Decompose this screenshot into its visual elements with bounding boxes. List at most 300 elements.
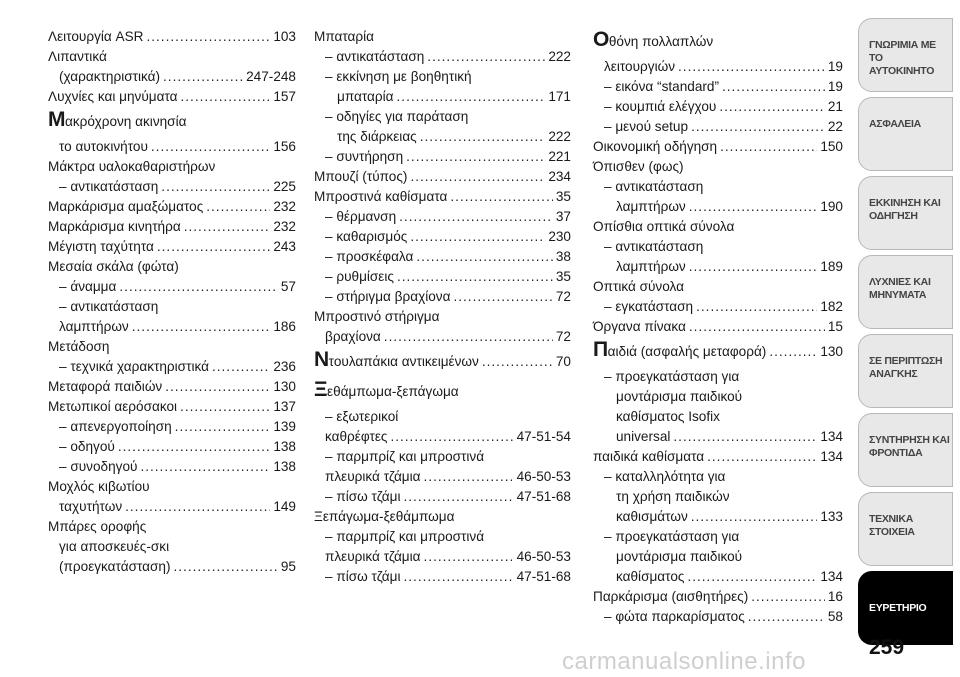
index-entry-text: – κουμπιά ελέγχου bbox=[604, 99, 717, 114]
index-entry-term bbox=[325, 67, 472, 87]
index-page-ref: 22 bbox=[827, 119, 843, 134]
index-entry bbox=[48, 497, 296, 517]
chapter-tab[interactable] bbox=[858, 492, 953, 566]
index-entry-text: – καθαρισμός bbox=[325, 229, 408, 244]
index-page-ref: 150 bbox=[820, 139, 843, 154]
index-page-ref: 19 bbox=[827, 59, 843, 74]
index-entry-text: πλευρικά τζάμια bbox=[325, 469, 421, 484]
index-entry-term bbox=[604, 177, 703, 197]
index-page-ref: 130 bbox=[273, 379, 296, 394]
index-page-ref: 247-248 bbox=[246, 69, 296, 84]
index-entry-text: universal bbox=[616, 429, 671, 444]
dot-leader bbox=[410, 167, 545, 187]
index-entry bbox=[593, 217, 843, 237]
index-entry-term bbox=[59, 497, 122, 517]
index-entry-text: Μαρκάρισμα αμαξώματος bbox=[48, 199, 204, 214]
index-entry bbox=[48, 317, 296, 337]
chapter-tab-label: ΟΔΗΓΗΣΗ bbox=[869, 210, 918, 222]
index-entry-term bbox=[325, 47, 424, 67]
index-entry-term bbox=[48, 517, 146, 537]
index-entry-text: Μπροστινά καθίσματα bbox=[314, 189, 448, 204]
index-entry bbox=[314, 427, 571, 447]
index-entry-text: μοντάρισμα παιδικού bbox=[616, 549, 743, 564]
index-page-ref: 57 bbox=[280, 279, 296, 294]
index-entry-text: Λειτουργία ASR bbox=[48, 29, 144, 44]
index-entry-term bbox=[59, 297, 158, 317]
index-entry-text: – τεχνικά χαρακτηριστικά bbox=[59, 359, 209, 374]
dot-leader bbox=[384, 327, 553, 347]
dot-leader bbox=[161, 177, 270, 197]
index-entry bbox=[314, 47, 571, 67]
index-entry-term bbox=[314, 377, 459, 407]
index-page-ref: 171 bbox=[548, 89, 571, 104]
index-entry bbox=[48, 377, 296, 397]
index-entry bbox=[314, 127, 571, 147]
dot-leader bbox=[140, 457, 270, 477]
index-letter-initial: Ν bbox=[314, 348, 329, 371]
index-entry-text: Όπισθεν (φως) bbox=[593, 159, 684, 174]
index-entry-term bbox=[616, 387, 742, 407]
index-entry-text: – προεγκατάσταση για bbox=[604, 369, 740, 384]
index-entry-text: λαμπτήρων bbox=[59, 319, 129, 334]
index-entry-text: της διάρκειας bbox=[337, 129, 417, 144]
index-page-ref: 189 bbox=[820, 259, 843, 274]
index-entry-term bbox=[314, 307, 439, 327]
index-entry bbox=[48, 277, 296, 297]
index-page-ref: 137 bbox=[273, 399, 296, 414]
index-page-ref: 186 bbox=[273, 319, 296, 334]
dot-leader bbox=[132, 317, 271, 337]
index-entry-text: Παρκάρισμα (αισθητήρες) bbox=[593, 589, 749, 604]
index-entry-term bbox=[593, 217, 734, 237]
index-entry bbox=[593, 387, 843, 407]
index-entry-term bbox=[604, 297, 693, 317]
index-entry-text: – πίσω τζάμι bbox=[325, 569, 401, 584]
index-entry-term bbox=[48, 337, 110, 357]
index-entry bbox=[48, 537, 296, 557]
index-page-ref: 133 bbox=[820, 509, 843, 524]
index-entry bbox=[593, 317, 843, 337]
index-entry bbox=[593, 607, 843, 627]
index-entry-term bbox=[616, 407, 720, 427]
index-entry-term bbox=[604, 57, 675, 77]
index-entry-text: – πίσω τζάμι bbox=[325, 489, 401, 504]
index-entry-term bbox=[337, 127, 417, 147]
index-page-ref: 15 bbox=[827, 319, 843, 334]
dot-leader bbox=[678, 57, 825, 77]
index-entry bbox=[314, 207, 571, 227]
index-entry-text: για αποσκευές-σκι bbox=[59, 539, 170, 554]
index-entry-text: λειτουργιών bbox=[604, 59, 676, 74]
index-entry-term bbox=[59, 537, 169, 557]
index-entry bbox=[314, 227, 571, 247]
index-entry bbox=[314, 247, 571, 267]
chapter-tab[interactable] bbox=[858, 413, 953, 487]
index-entry-text: τουλαπάκια αντικειμένων bbox=[328, 354, 479, 369]
chapter-tab-label: ΑΝΑΓΚΗΣ bbox=[869, 368, 918, 380]
index-page-ref: 138 bbox=[273, 439, 296, 454]
index-entry-term bbox=[325, 487, 401, 507]
index-entry-text: – εικόνα “standard” bbox=[604, 79, 719, 94]
index-entry-text: Λιπαντικά bbox=[48, 49, 107, 64]
index-page-ref: 47-51-54 bbox=[516, 429, 571, 444]
chapter-tab-label: ΣΕ ΠΕΡΙΠΤΩΣΗ bbox=[869, 355, 943, 367]
index-entry-text: – φώτα παρκαρίσματος bbox=[604, 609, 745, 624]
index-entry bbox=[314, 527, 571, 547]
index-entry-text: Μεσαία σκάλα (φώτα) bbox=[48, 259, 179, 274]
dot-leader bbox=[751, 587, 825, 607]
index-page-ref: 232 bbox=[273, 219, 296, 234]
index-column-3 bbox=[593, 27, 843, 627]
index-page-ref: 157 bbox=[273, 89, 296, 104]
index-entry bbox=[593, 277, 843, 297]
index-entry-term bbox=[593, 337, 766, 367]
index-entry-term bbox=[593, 587, 748, 607]
chapter-tab[interactable] bbox=[858, 18, 953, 92]
dot-leader bbox=[691, 507, 818, 527]
index-entry-text: (χαρακτηριστικά) bbox=[59, 69, 161, 84]
index-entry bbox=[48, 397, 296, 417]
index-entry bbox=[314, 507, 571, 527]
dot-leader bbox=[707, 447, 817, 467]
index-entry-term bbox=[604, 367, 739, 387]
index-page-ref: 47-51-68 bbox=[516, 489, 571, 504]
index-entry-term bbox=[337, 87, 394, 107]
index-entry-text: βραχίονα bbox=[325, 329, 381, 344]
index-entry bbox=[593, 547, 843, 567]
index-entry-term bbox=[59, 457, 137, 477]
index-page-ref: 230 bbox=[548, 229, 571, 244]
index-entry-text: Μέγιστη ταχύτητα bbox=[48, 239, 154, 254]
index-entry-text: Μεταφορά παιδιών bbox=[48, 379, 163, 394]
index-entry bbox=[593, 57, 843, 77]
index-entry-text: – οδηγίες για παράταση bbox=[325, 109, 469, 124]
index-entry-term bbox=[59, 417, 172, 437]
index-entry-text: πλευρικά τζάμια bbox=[325, 549, 421, 564]
dot-leader bbox=[119, 277, 277, 297]
index-page-ref: 35 bbox=[555, 269, 571, 284]
index-entry-term bbox=[314, 167, 407, 187]
dot-leader bbox=[181, 87, 271, 107]
index-page-ref: 139 bbox=[273, 419, 296, 434]
index-entry bbox=[48, 437, 296, 457]
index-entry bbox=[314, 467, 571, 487]
index-page-ref: 225 bbox=[273, 179, 296, 194]
index-entry bbox=[314, 287, 571, 307]
index-entry-term bbox=[59, 137, 148, 157]
index-entry-text: Οπτικά σύνολα bbox=[593, 279, 684, 294]
index-entry-text: – παρμπρίζ και μπροστινά bbox=[325, 529, 485, 544]
index-entry bbox=[314, 327, 571, 347]
index-entry-text: εθάμπωμα-ξεπάγωμα bbox=[327, 384, 459, 399]
index-entry-term bbox=[616, 507, 688, 527]
index-page-ref: 58 bbox=[827, 609, 843, 624]
dot-leader bbox=[125, 497, 270, 517]
index-entry-term bbox=[325, 107, 468, 127]
index-entry bbox=[48, 297, 296, 317]
index-entry bbox=[593, 407, 843, 427]
index-entry-text: – προσκέφαλα bbox=[325, 249, 414, 264]
index-entry-text: – εκκίνηση με βοηθητική bbox=[325, 69, 472, 84]
index-entry bbox=[593, 27, 843, 57]
index-entry bbox=[593, 157, 843, 177]
index-entry-term bbox=[325, 447, 484, 467]
index-entry bbox=[314, 107, 571, 127]
index-entry-term bbox=[604, 527, 739, 547]
chapter-tab-label: ΑΣΦΑΛΕΙΑ bbox=[869, 118, 921, 130]
dot-leader bbox=[482, 347, 553, 377]
dot-leader bbox=[175, 417, 271, 437]
dot-leader bbox=[420, 127, 546, 147]
index-page-ref: 134 bbox=[820, 429, 843, 444]
index-entry-term bbox=[48, 87, 178, 107]
index-entry-term bbox=[48, 397, 177, 417]
index-entry-term bbox=[48, 27, 143, 47]
index-entry bbox=[314, 347, 571, 377]
index-entry-text: Μοχλός κιβωτίου bbox=[48, 479, 150, 494]
index-entry-term bbox=[48, 237, 154, 257]
index-entry bbox=[48, 107, 296, 137]
index-entry bbox=[314, 407, 571, 427]
index-page-ref: 19 bbox=[827, 79, 843, 94]
dot-leader bbox=[397, 267, 553, 287]
index-page-ref: 134 bbox=[820, 449, 843, 464]
index-entry bbox=[314, 487, 571, 507]
index-entry-term bbox=[604, 607, 745, 627]
index-entry-text: Μπουζί (τύπος) bbox=[314, 169, 408, 184]
index-entry-term bbox=[325, 247, 413, 267]
index-entry bbox=[48, 197, 296, 217]
dot-leader bbox=[206, 197, 270, 217]
index-entry bbox=[593, 467, 843, 487]
dot-leader bbox=[410, 227, 545, 247]
index-entry-text: – συνοδηγού bbox=[59, 459, 138, 474]
index-entry-term bbox=[325, 227, 407, 247]
index-entry-term bbox=[325, 427, 387, 447]
index-entry bbox=[48, 157, 296, 177]
index-entry-term bbox=[604, 467, 725, 487]
index-page-ref: 37 bbox=[555, 209, 571, 224]
dot-leader bbox=[212, 357, 270, 377]
dot-leader bbox=[424, 467, 514, 487]
index-entry-term bbox=[314, 347, 479, 377]
dot-leader bbox=[689, 197, 818, 217]
dot-leader bbox=[165, 377, 270, 397]
index-entry-text: Όργανα πίνακα bbox=[593, 319, 686, 334]
index-letter-initial: Ξ bbox=[314, 378, 328, 401]
dot-leader bbox=[404, 487, 514, 507]
index-entry-term bbox=[48, 197, 203, 217]
chapter-tab-label: ΓΝΩΡΙΜΙΑ ΜΕ ΤΟ bbox=[869, 39, 936, 64]
index-entry-text: – συντήρηση bbox=[325, 149, 404, 164]
index-entry-text: Μάκτρα υαλοκαθαριστήρων bbox=[48, 159, 216, 174]
dot-leader bbox=[689, 257, 818, 277]
index-entry bbox=[48, 47, 296, 67]
index-entry-term bbox=[325, 147, 403, 167]
index-page-ref: 222 bbox=[548, 129, 571, 144]
index-entry-text: Μπροστινό στήριγμα bbox=[314, 309, 440, 324]
index-page-ref: 243 bbox=[273, 239, 296, 254]
index-entry-text: – μενού setup bbox=[604, 119, 689, 134]
dot-leader bbox=[180, 397, 270, 417]
index-entry bbox=[48, 417, 296, 437]
index-page-ref: 103 bbox=[273, 29, 296, 44]
index-entry-term bbox=[604, 77, 719, 97]
index-entry-term bbox=[593, 317, 686, 337]
index-entry bbox=[593, 447, 843, 467]
index-entry-term bbox=[59, 177, 158, 197]
index-entry-text: – παρμπρίζ και μπροστινά bbox=[325, 449, 485, 464]
chapter-tab[interactable] bbox=[858, 255, 953, 329]
index-entry bbox=[48, 87, 296, 107]
index-entry-term bbox=[48, 377, 162, 397]
index-entry bbox=[314, 377, 571, 407]
dot-leader bbox=[691, 117, 825, 137]
index-entry-term bbox=[48, 107, 186, 137]
dot-leader bbox=[118, 437, 270, 457]
dot-leader bbox=[424, 547, 514, 567]
index-entry-term bbox=[59, 67, 160, 87]
chapter-tab-label: ΛΥΧΝΙΕΣ ΚΑΙ bbox=[869, 276, 931, 288]
index-entry-term bbox=[59, 557, 171, 577]
index-entry bbox=[593, 197, 843, 217]
index-letter-initial: Μ bbox=[48, 108, 65, 131]
index-entry-term bbox=[48, 217, 181, 237]
index-entry-term bbox=[314, 507, 454, 527]
chapter-tab[interactable] bbox=[858, 334, 953, 408]
page-number: 259 bbox=[869, 636, 905, 659]
chapter-tab[interactable] bbox=[858, 97, 953, 171]
index-entry bbox=[314, 147, 571, 167]
dot-leader bbox=[696, 297, 817, 317]
index-entry bbox=[593, 337, 843, 367]
index-entry bbox=[593, 257, 843, 277]
index-entry bbox=[593, 367, 843, 387]
dot-leader bbox=[689, 317, 825, 337]
chapter-tab-label: ΦΡΟΝΤΙΔΑ bbox=[869, 447, 923, 459]
index-letter-initial: Π bbox=[593, 338, 608, 361]
index-page-ref: 46-50-53 bbox=[516, 469, 571, 484]
index-entry-term bbox=[59, 357, 209, 377]
index-page-ref: 130 bbox=[820, 344, 843, 359]
index-entry-term bbox=[604, 97, 716, 117]
index-entry-text: τη χρήση παιδικών bbox=[616, 489, 730, 504]
index-entry-term bbox=[325, 327, 381, 347]
index-entry-text: καθρέφτες bbox=[325, 429, 388, 444]
index-entry bbox=[314, 27, 571, 47]
index-entry bbox=[593, 117, 843, 137]
index-entry-text: – αντικατάσταση bbox=[59, 179, 159, 194]
index-entry-text: – αντικατάσταση bbox=[604, 239, 704, 254]
index-entry bbox=[314, 307, 571, 327]
dot-leader bbox=[720, 137, 817, 157]
index-page-ref: 95 bbox=[280, 559, 296, 574]
index-entry bbox=[314, 447, 571, 467]
index-entry bbox=[593, 427, 843, 447]
index-entry-term bbox=[48, 477, 150, 497]
index-page-ref: 138 bbox=[273, 459, 296, 474]
index-entry-term bbox=[314, 27, 374, 47]
index-entry-text: Λυχνίες και μηνύματα bbox=[48, 89, 178, 104]
index-entry-term bbox=[593, 157, 684, 177]
index-entry bbox=[593, 297, 843, 317]
index-page-ref: 232 bbox=[273, 199, 296, 214]
index-entry bbox=[593, 527, 843, 547]
index-entry-text: – αντικατάσταση bbox=[59, 299, 159, 314]
dot-leader bbox=[163, 67, 243, 87]
index-entry-text: – εξωτερικοί bbox=[325, 409, 399, 424]
index-entry-text: καθισμάτων bbox=[616, 509, 688, 524]
index-entry-text: – απενεργοποίηση bbox=[59, 419, 172, 434]
index-entry-text: – ρυθμίσεις bbox=[325, 269, 394, 284]
index-entry-term bbox=[604, 237, 703, 257]
index-entry bbox=[48, 517, 296, 537]
index-entry-text: λαμπτήρων bbox=[616, 199, 686, 214]
index-entry-term bbox=[616, 257, 686, 277]
index-entry-text: Οπίσθια οπτικά σύνολα bbox=[593, 219, 735, 234]
index-entry bbox=[314, 267, 571, 287]
index-entry-term bbox=[48, 257, 179, 277]
index-entry-term bbox=[593, 27, 713, 57]
index-entry bbox=[593, 237, 843, 257]
dot-leader bbox=[399, 207, 553, 227]
index-page-ref: 46-50-53 bbox=[516, 549, 571, 564]
index-entry bbox=[314, 167, 571, 187]
index-entry-text: Μπάρες οροφής bbox=[48, 519, 147, 534]
index-page-ref: 35 bbox=[555, 189, 571, 204]
chapter-tab-label: ΕΚΚΙΝΗΣΗ ΚΑΙ bbox=[869, 197, 941, 209]
index-entry bbox=[593, 97, 843, 117]
index-entry-term bbox=[325, 287, 450, 307]
dot-leader bbox=[450, 187, 552, 207]
index-page-ref: 134 bbox=[820, 569, 843, 584]
dot-leader bbox=[151, 137, 270, 157]
index-entry bbox=[593, 487, 843, 507]
index-entry-term bbox=[314, 187, 447, 207]
index-entry-term bbox=[48, 47, 107, 67]
index-entry-term bbox=[616, 567, 684, 587]
dot-leader bbox=[453, 287, 552, 307]
watermark-text: carmanualsonline.info bbox=[562, 648, 806, 675]
index-entry-text: Μετωπικοί αερόσακοι bbox=[48, 399, 178, 414]
index-entry-term bbox=[325, 207, 396, 227]
index-page-ref: 182 bbox=[820, 299, 843, 314]
dot-leader bbox=[406, 147, 545, 167]
index-page-ref: 221 bbox=[548, 149, 571, 164]
index-entry bbox=[314, 67, 571, 87]
dot-leader bbox=[404, 567, 514, 587]
index-entry-text: καθίσματος bbox=[616, 569, 685, 584]
chapter-tab[interactable] bbox=[858, 571, 953, 645]
index-page-ref: 190 bbox=[820, 199, 843, 214]
index-entry-term bbox=[616, 487, 730, 507]
chapter-tab[interactable] bbox=[858, 176, 953, 250]
index-page-ref: 38 bbox=[555, 249, 571, 264]
index-entry-text: – οδηγού bbox=[59, 439, 115, 454]
index-entry bbox=[48, 257, 296, 277]
index-entry bbox=[48, 137, 296, 157]
index-page-ref: 234 bbox=[548, 169, 571, 184]
index-page-ref: 72 bbox=[555, 289, 571, 304]
index-entry-term bbox=[593, 277, 684, 297]
index-entry bbox=[48, 237, 296, 257]
index-entry bbox=[48, 177, 296, 197]
index-entry-text: μοντάρισμα παιδικού bbox=[616, 389, 743, 404]
dot-leader bbox=[719, 97, 825, 117]
index-entry-term bbox=[325, 267, 394, 287]
index-entry bbox=[593, 507, 843, 527]
index-entry-text: Μαρκάρισμα κινητήρα bbox=[48, 219, 181, 234]
